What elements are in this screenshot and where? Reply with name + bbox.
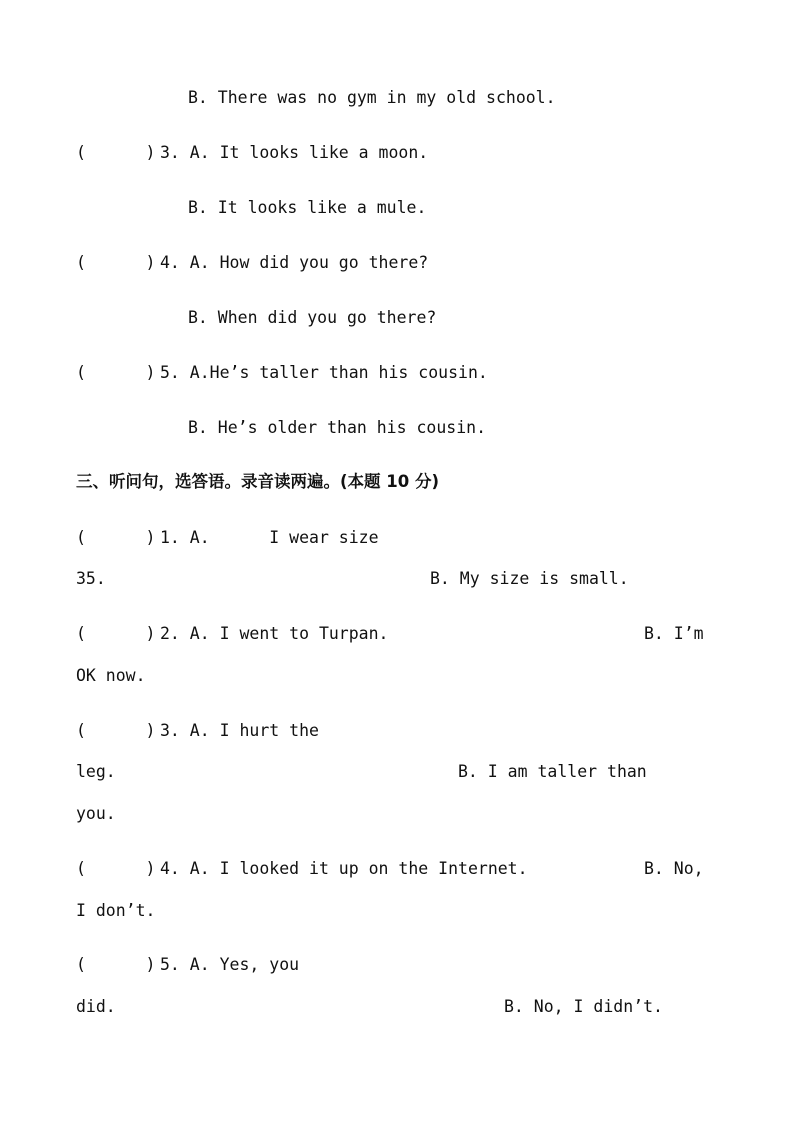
s3-q5-option-a-cont: did.	[76, 997, 116, 1016]
s2-q3-option-a: 3. A. It looks like a moon.	[160, 143, 429, 162]
s2-q2-option-b: B. There was no gym in my old school.	[188, 88, 556, 107]
s3-q4-option-b-cont: I don’t.	[76, 901, 156, 920]
s2-q4-option-a: 4. A. How did you go there?	[160, 253, 429, 272]
s3-q3-option-a-cont: leg.	[76, 762, 116, 781]
s3-q2-option-b-cont: OK now.	[76, 666, 146, 685]
s3-q2-option-b: B. I’m	[644, 624, 704, 643]
s3-q1-option-a: 1. A. I wear size	[160, 528, 379, 547]
s2-q3-answer-paren: ( )	[76, 143, 156, 162]
s3-q2-answer-paren: ( )	[76, 624, 156, 643]
s3-q3-answer-paren: ( )	[76, 721, 156, 740]
s3-q2-option-a: 2. A. I went to Turpan.	[160, 624, 389, 643]
s2-q4-option-b: B. When did you go there?	[188, 308, 437, 327]
s3-q5-option-a: 5. A. Yes, you	[160, 955, 300, 974]
s3-q4-option-b: B. No,	[644, 859, 704, 878]
s2-q5-option-b: B. He’s older than his cousin.	[188, 418, 487, 437]
s2-q5-option-a: 5. A.He’s taller than his cousin.	[160, 363, 488, 382]
s2-q4-answer-paren: ( )	[76, 253, 156, 272]
s3-q1-option-b: B. My size is small.	[430, 569, 629, 588]
s3-q4-option-a: 4. A. I looked it up on the Internet.	[160, 859, 528, 878]
s3-q3-option-b-cont: you.	[76, 804, 116, 823]
s3-q1-answer-paren: ( )	[76, 528, 156, 547]
s3-q3-option-b: B. I am taller than	[458, 762, 647, 781]
s3-q1-option-a-cont: 35.	[76, 569, 106, 588]
s3-q3-option-a: 3. A. I hurt the	[160, 721, 319, 740]
s3-q4-answer-paren: ( )	[76, 859, 156, 878]
s2-q5-answer-paren: ( )	[76, 363, 156, 382]
s3-q5-option-b: B. No, I didn’t.	[504, 997, 663, 1016]
s2-q3-option-b: B. It looks like a mule.	[188, 198, 427, 217]
s3-q5-answer-paren: ( )	[76, 955, 156, 974]
section3-heading: 三、听问句，选答语。录音读两遍。(本题 10 分)	[76, 472, 440, 491]
